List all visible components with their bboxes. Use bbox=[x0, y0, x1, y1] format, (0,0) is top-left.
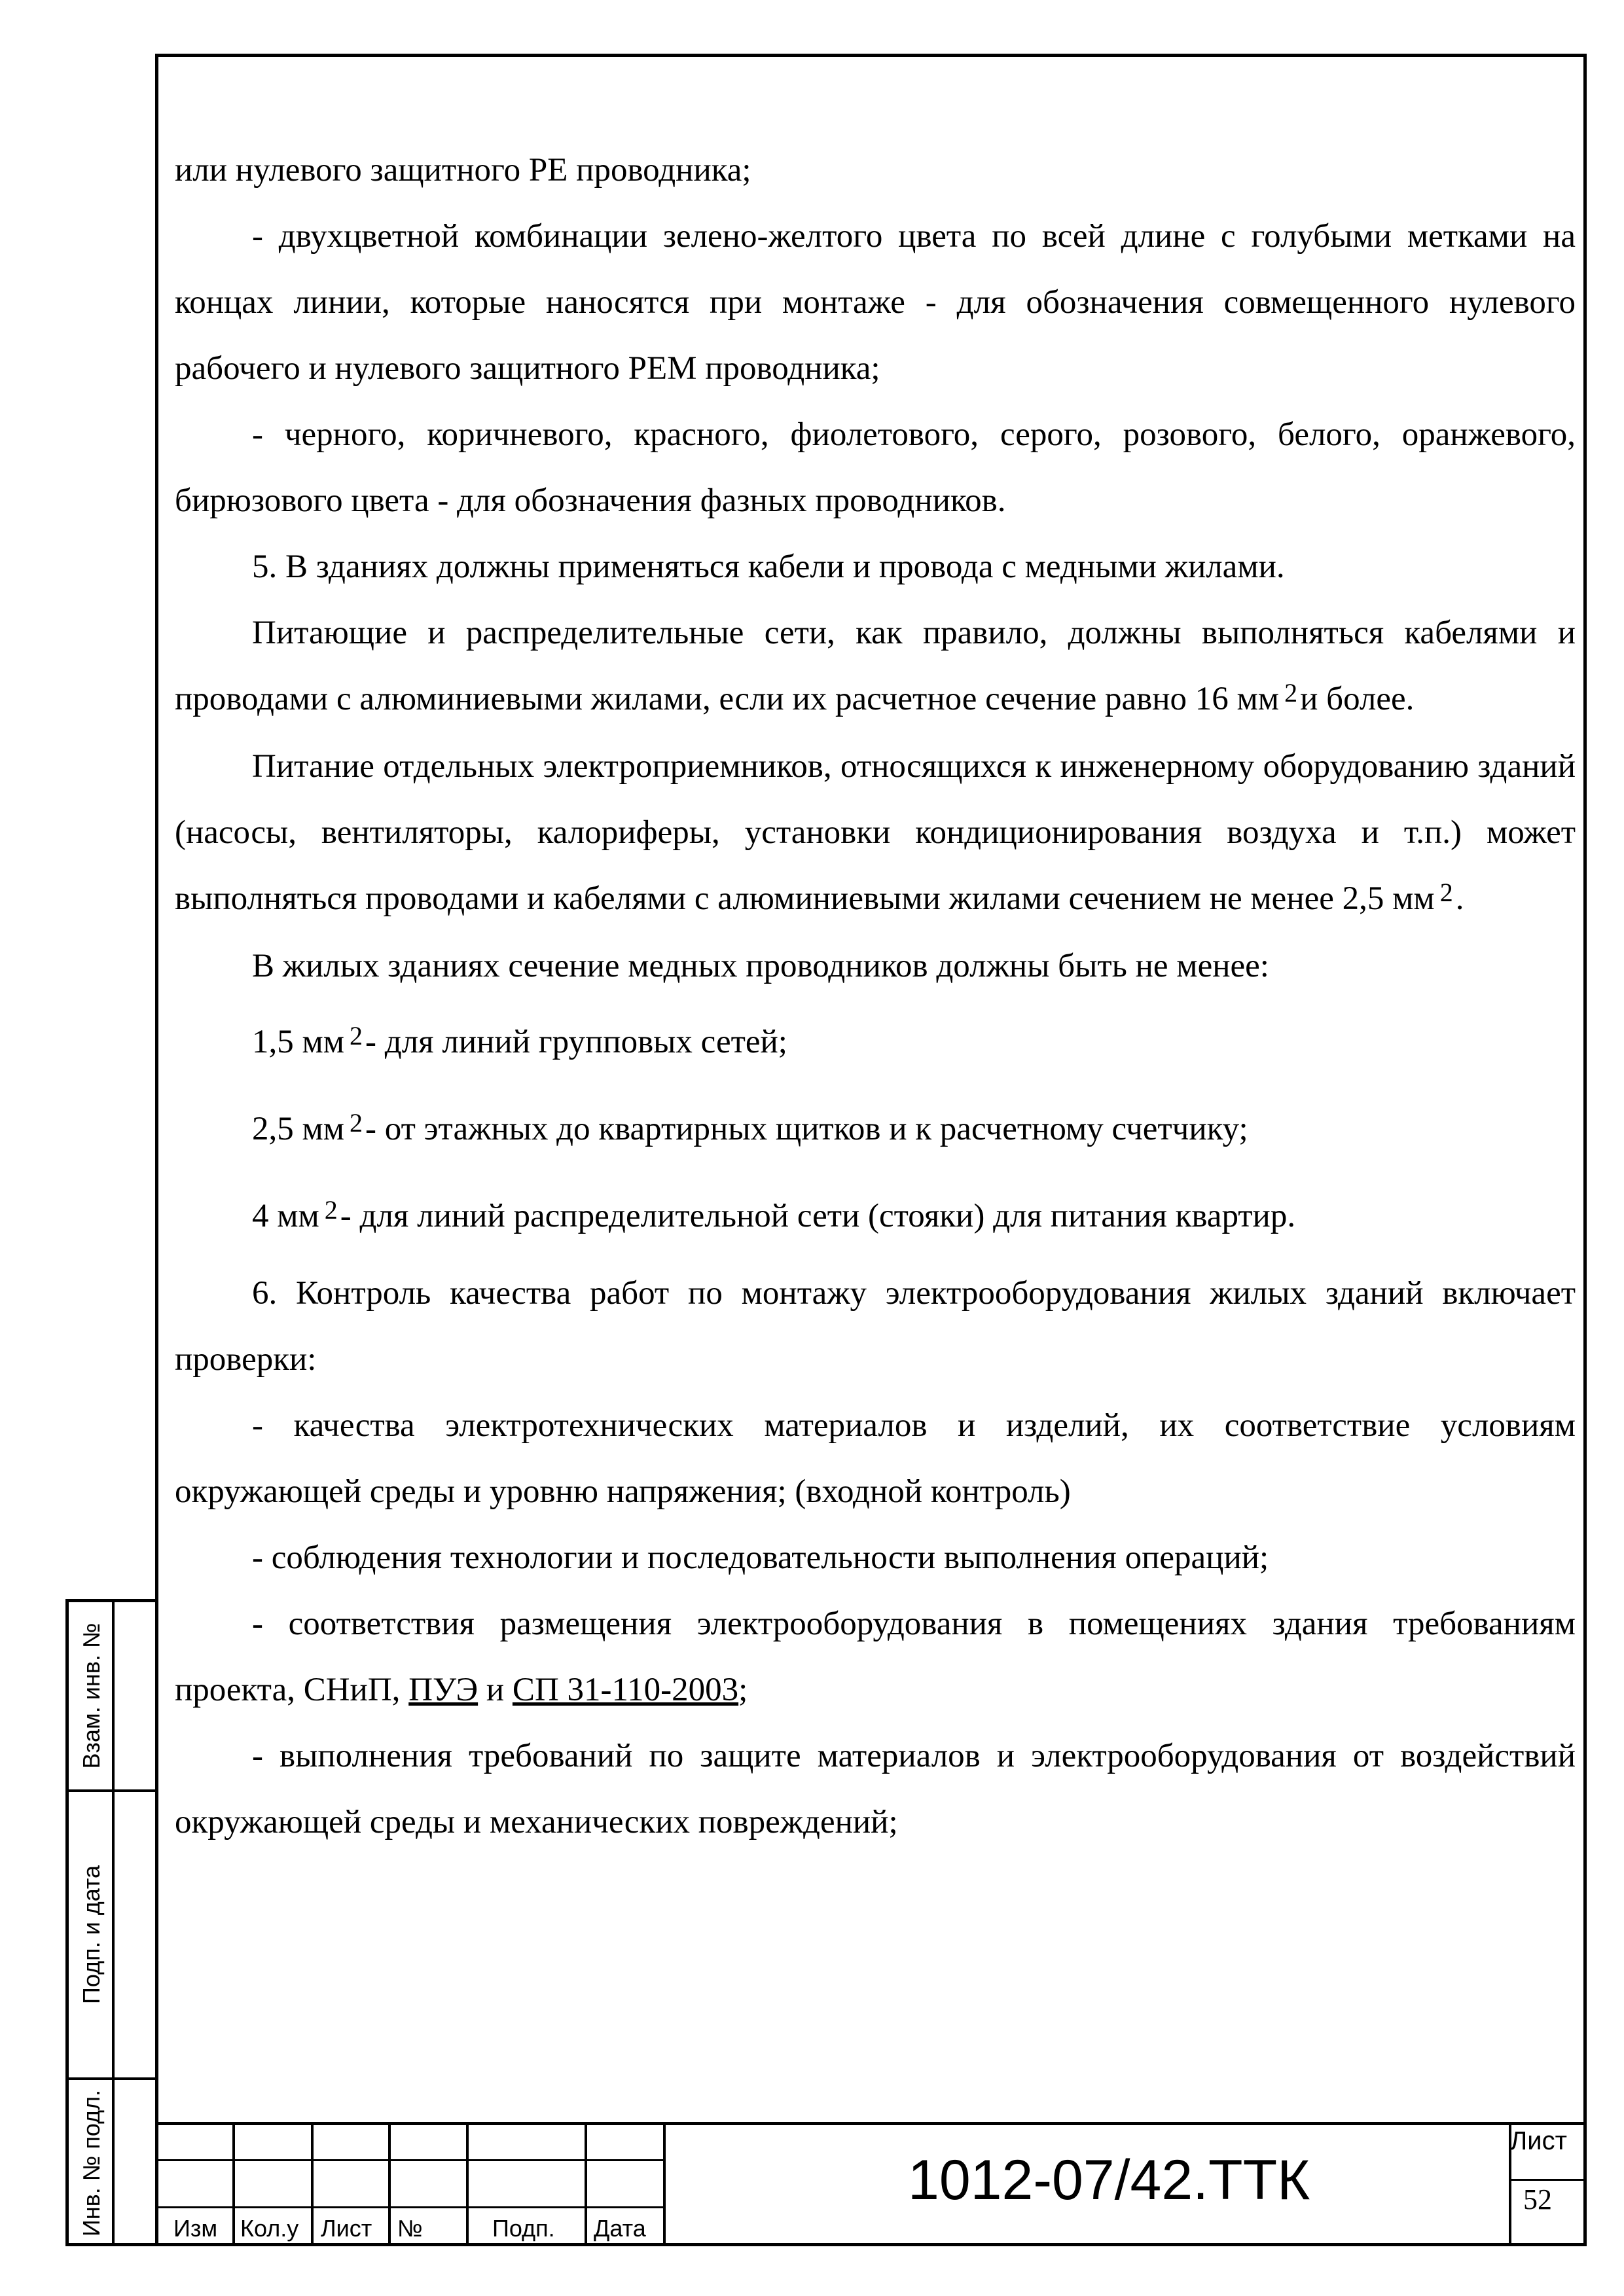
sheet-label: Лист bbox=[1510, 2126, 1567, 2155]
paragraph: 6. Контроль качества работ по монтажу электрооборудования жилых зданий включает проверки: bbox=[175, 1275, 1576, 1378]
stamp-text: Инв. № подл. bbox=[78, 2089, 105, 2237]
stamp-cell-vzam bbox=[69, 1602, 155, 1792]
stamp-label bbox=[69, 1792, 115, 2077]
text-run: Питание отдельных электроприемников, относящихся к инженерному оборудованию зданий (насосы, вентиляторы, калориферы, установки кондиционирования воздуха и т.п.) может выполняться проводами и кабелями с алюминиевыми жилами сечением не менее 2,5 мм bbox=[175, 748, 1576, 917]
paragraph bbox=[175, 999, 1576, 1086]
paragraph bbox=[175, 1174, 1576, 1261]
link-sp-31-110-2003[interactable]: СП 31-110-2003 bbox=[512, 1672, 739, 1708]
paragraph: - черного, коричневого, красного, фиолетового, серого, розового, белого, оранжевого, бирюзового цвета - для обозначения фазных проводников. bbox=[175, 416, 1576, 519]
paragraph: - качества электротехнических материалов и изделий, их соответствие условиям окружающей среды и уровню напряжения; (входной контроль) bbox=[175, 1407, 1576, 1510]
text-run: 4 мм bbox=[252, 1198, 319, 1234]
sheet-number: 52 bbox=[1523, 2183, 1552, 2215]
column-header-kolu: Кол.у bbox=[240, 2215, 299, 2242]
text-run: 1,5 мм bbox=[252, 1024, 345, 1060]
column-header-no: № bbox=[397, 2215, 423, 2242]
paragraph: В жилых зданиях сечение медных проводников должны быть не менее: bbox=[252, 948, 1269, 984]
stamp-label bbox=[69, 2080, 115, 2246]
text-run: - для линий групповых сетей; bbox=[365, 1024, 787, 1060]
text-run: и более. bbox=[1300, 681, 1415, 717]
paragraph: 5. В зданиях должны применяться кабели и провода с медными жилами. bbox=[252, 548, 1285, 585]
text-run: 2,5 мм bbox=[252, 1111, 345, 1147]
divider bbox=[1509, 2179, 1587, 2181]
superscript: 2 bbox=[350, 1108, 363, 1138]
divider bbox=[466, 2125, 469, 2246]
text-run: ; bbox=[738, 1672, 748, 1708]
paragraph bbox=[175, 1591, 1576, 1723]
text-run: Питающие и распределительные сети, как правило, должны выполняться кабелями и проводами с алюминиевыми жилами, если их расчетное сечение равно 16 мм bbox=[175, 615, 1576, 717]
paragraph bbox=[175, 1086, 1576, 1174]
stamp-text: Подп. и дата bbox=[78, 1865, 105, 2005]
stamp-text: Взам. инв. № bbox=[78, 1623, 105, 1769]
paragraph: - двухцветной комбинации зелено-желтого цвета по всей длине с голубыми метками на концах линии, которые наносятся при монтаже - для обозначения совмещенного нулевого рабочего и нулевого защитного PEM проводника; bbox=[175, 218, 1576, 387]
superscript: 2 bbox=[1284, 678, 1298, 708]
divider bbox=[155, 2159, 666, 2161]
side-stamp-strip bbox=[65, 1599, 155, 2246]
title-block bbox=[155, 2122, 1587, 2246]
stamp-cell-podp bbox=[69, 1792, 155, 2080]
stamp-label bbox=[69, 1602, 115, 1789]
text-run: - соответствия размещения электрооборудования в помещениях здания требованиям проекта, СНиП, bbox=[175, 1605, 1576, 1708]
divider bbox=[155, 2206, 666, 2208]
paragraph: - выполнения требований по защите материалов и электрооборудования от воздействий окружающей среды и механических повреждений; bbox=[175, 1738, 1576, 1840]
text-run: . bbox=[1455, 880, 1464, 917]
paragraph: - соблюдения технологии и последовательности выполнения операций; bbox=[252, 1539, 1269, 1576]
paragraph bbox=[175, 600, 1576, 734]
divider bbox=[311, 2125, 314, 2246]
text-run: - для линий распределительной сети (стояки) для питания квартир. bbox=[340, 1198, 1296, 1234]
divider bbox=[663, 2125, 666, 2246]
text-run: - от этажных до квартирных щитков и к расчетному счетчику; bbox=[365, 1111, 1248, 1147]
divider bbox=[232, 2125, 235, 2246]
document-code: 1012-07/42.ТТК bbox=[908, 2149, 1310, 2212]
text-run: и bbox=[486, 1672, 505, 1708]
column-header-podp: Подп. bbox=[492, 2215, 555, 2242]
paragraph bbox=[175, 734, 1576, 933]
divider bbox=[585, 2125, 587, 2246]
document-body bbox=[175, 137, 1576, 1856]
column-header-data: Дата bbox=[594, 2215, 646, 2242]
column-header-izm: Изм bbox=[173, 2215, 218, 2242]
divider bbox=[388, 2125, 391, 2246]
paragraph: или нулевого защитного PE проводника; bbox=[175, 152, 751, 188]
stamp-cell-inv bbox=[69, 2080, 155, 2246]
superscript: 2 bbox=[1439, 878, 1453, 907]
column-header-list: Лист bbox=[321, 2215, 372, 2242]
superscript: 2 bbox=[350, 1021, 363, 1050]
superscript: 2 bbox=[324, 1195, 338, 1225]
link-pue[interactable]: ПУЭ bbox=[408, 1672, 478, 1708]
